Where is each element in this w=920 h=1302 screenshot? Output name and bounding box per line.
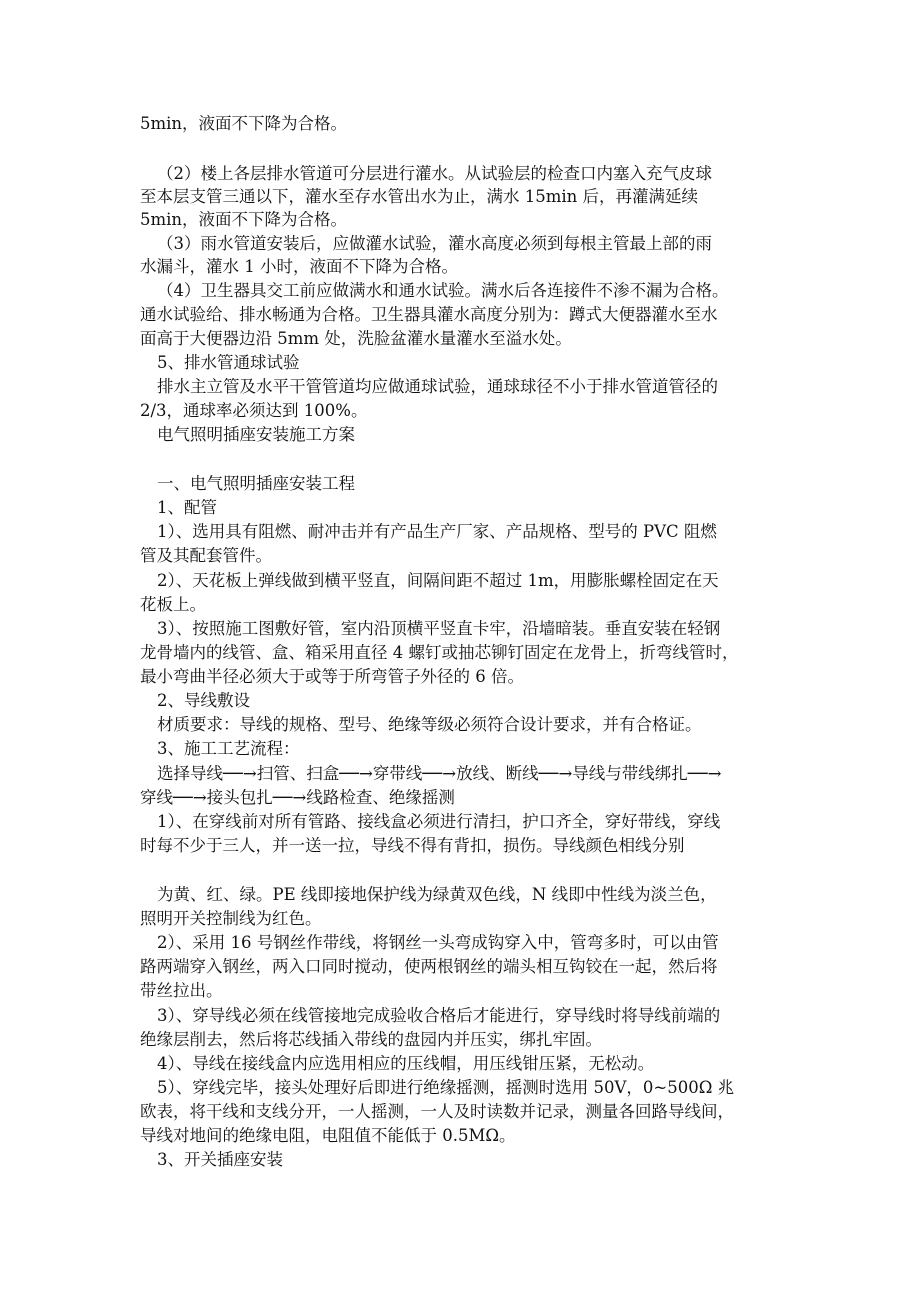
text-line: 2）、采用 16 号钢丝作带线，将钢丝一头弯成钩穿入中，管弯多时，可以由管 xyxy=(157,933,719,952)
section-heading: 3、开关插座安装 xyxy=(157,1150,283,1169)
text-line: 照明开关控制线为红色。 xyxy=(140,909,322,928)
document-title: 电气照明插座安装施工方案 xyxy=(157,425,355,444)
section-heading: 3、施工工艺流程： xyxy=(157,739,300,758)
text-line: 面高于大便器边沿 5mm 处，洗脸盆灌水量灌水至溢水处。 xyxy=(140,329,572,348)
text-line: 绝缘层削去，然后将芯线插入带线的盘园内并压实，绑扎牢固。 xyxy=(140,1030,602,1049)
text-line: 水漏斗，灌水 1 小时，液面不下降为合格。 xyxy=(140,257,458,276)
section-heading: 5、排水管通球试验 xyxy=(157,353,300,372)
text-line: 2）、天花板上弹线做到横平竖直，间隔间距不超过 1m，用膨胀螺栓固定在天 xyxy=(157,571,719,590)
text-line: 管及其配套管件。 xyxy=(140,546,272,565)
text-line: 路两端穿入钢丝，两入口同时搅动，使两根钢丝的端头相互钩铰在一起，然后将 xyxy=(140,957,718,976)
text-line: 3）、穿导线必须在线管接地完成验收合格后才能进行，穿导线时将导线前端的 xyxy=(157,1006,721,1025)
text-line: 5）、穿线完毕，接头处理好后即进行绝缘摇测，摇测时选用 50V，0~500Ω 兆 xyxy=(157,1078,735,1097)
text-line: （4）卫生器具交工前应做满水和通水试验。满水后各连接件不渗不漏为合格。 xyxy=(157,281,729,300)
text-line: 3）、按照施工图敷好管，室内沿顶横平竖直卡牢，沿墙暗装。垂直安装在轻钢 xyxy=(157,619,721,638)
section-heading: 2、导线敷设 xyxy=(157,691,250,710)
text-line: 龙骨墙内的线管、盒、箱采用直径 4 螺钉或抽芯铆钉固定在龙骨上，折弯线管时， xyxy=(140,643,739,662)
process-flow-line: 穿线──→接头包扎──→线路检查、绝缘摇测 xyxy=(140,788,455,807)
section-heading: 一、电气照明插座安装工程 xyxy=(157,474,355,493)
text-line: 欧表，将干线和支线分开，一人摇测，一人及时读数并记录，测量各回路导线间， xyxy=(140,1102,734,1121)
text-line: 时每不少于三人，并一送一拉，导线不得有背扣，损伤。导线颜色相线分别 xyxy=(140,836,685,855)
text-line: 导线对地间的绝缘电阻，电阻值不能低于 0.5MΩ。 xyxy=(140,1126,516,1145)
text-line: 带丝拉出。 xyxy=(140,981,223,1000)
text-line: 排水主立管及水平干管管道均应做通球试验，通球球径不小于排水管道管径的 xyxy=(157,377,718,396)
text-line: 2/3，通球率必须达到 100%。 xyxy=(140,401,368,420)
text-line: （3）雨水管道安装后，应做灌水试验，灌水高度必须到每根主管最上部的雨 xyxy=(157,234,712,253)
text-line: 至本层支管三通以下，灌水至存水管出水为止，满水 15min 后，再灌满延续 xyxy=(140,187,699,206)
text-line: 通水试验给、排水畅通为合格。卫生器具灌水高度分别为：蹲式大便器灌水至水 xyxy=(140,305,718,324)
text-line: 1）、选用具有阻燃、耐冲击并有产品生产厂家、产品规格、型号的 PVC 阻燃 xyxy=(157,522,717,541)
text-line: 5min，液面不下降为合格。 xyxy=(140,114,348,133)
text-line: （2）楼上各层排水管道可分层进行灌水。从试验层的检查口内塞入充气皮球 xyxy=(157,164,712,183)
text-line: 花板上。 xyxy=(140,595,206,614)
section-heading: 1、配管 xyxy=(157,498,217,517)
text-line: 材质要求：导线的规格、型号、绝缘等级必须符合设计要求，并有合格证。 xyxy=(157,715,702,734)
process-flow-line: 选择导线──→扫管、扫盒──→穿带线──→放线、断线──→导线与带线绑扎──→ xyxy=(157,764,722,783)
text-line: 为黄、红、绿。PE 线即接地保护线为绿黄双色线，N 线即中性线为淡兰色， xyxy=(157,885,717,904)
text-line: 5min，液面不下降为合格。 xyxy=(140,210,348,229)
text-line: 最小弯曲半径必须大于或等于所弯管子外径的 6 倍。 xyxy=(140,667,524,686)
text-line: 4）、导线在接线盒内应选用相应的压线帽，用压线钳压紧，无松动。 xyxy=(157,1054,655,1073)
text-line: 1）、在穿线前对所有管路、接线盒必须进行清扫，护口齐全，穿好带线，穿线 xyxy=(157,812,721,831)
